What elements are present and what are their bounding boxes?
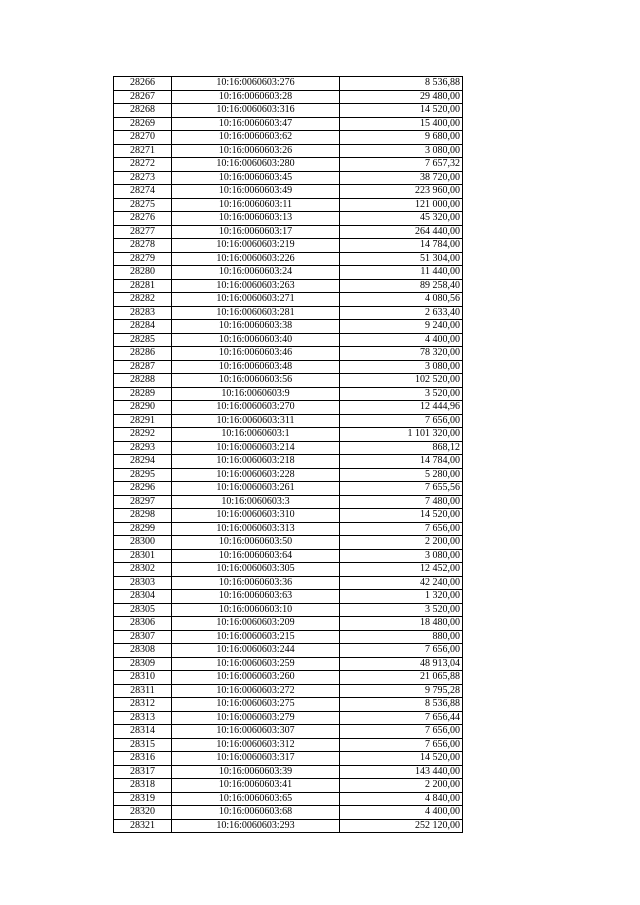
row-number-cell: 28315 [114, 738, 172, 752]
row-number-cell: 28282 [114, 293, 172, 307]
cadastral-value-cell: 38 720,00 [340, 171, 463, 185]
cadastral-value-cell: 18 480,00 [340, 617, 463, 631]
row-number-cell: 28288 [114, 374, 172, 388]
row-number-cell: 28286 [114, 347, 172, 361]
table-row [114, 698, 463, 712]
table-row [114, 495, 463, 509]
cadastral-value-cell: 14 784,00 [340, 239, 463, 253]
cadastral-value-cell: 252 120,00 [340, 819, 463, 833]
table-row [114, 482, 463, 496]
cadastral-value-cell: 14 520,00 [340, 104, 463, 118]
row-number-cell: 28275 [114, 198, 172, 212]
cadastral-number-cell: 10:16:0060603:272 [172, 684, 340, 698]
cadastral-value-cell: 7 657,32 [340, 158, 463, 172]
cadastral-value-cell: 2 633,40 [340, 306, 463, 320]
cadastral-number-cell: 10:16:0060603:47 [172, 117, 340, 131]
cadastral-value-cell: 2 200,00 [340, 536, 463, 550]
row-number-cell: 28300 [114, 536, 172, 550]
cadastral-value-cell: 2 200,00 [340, 779, 463, 793]
row-number-cell: 28310 [114, 671, 172, 685]
cadastral-value-cell: 14 784,00 [340, 455, 463, 469]
cadastral-value-cell: 223 960,00 [340, 185, 463, 199]
row-number-cell: 28318 [114, 779, 172, 793]
cadastral-value-cell: 9 795,28 [340, 684, 463, 698]
row-number-cell: 28287 [114, 360, 172, 374]
table-row [114, 765, 463, 779]
row-number-cell: 28297 [114, 495, 172, 509]
cadastral-number-cell: 10:16:0060603:28 [172, 90, 340, 104]
table-row [114, 590, 463, 604]
cadastral-number-cell: 10:16:0060603:10 [172, 603, 340, 617]
cadastral-number-cell: 10:16:0060603:275 [172, 698, 340, 712]
table-row [114, 792, 463, 806]
row-number-cell: 28294 [114, 455, 172, 469]
table-row [114, 212, 463, 226]
cadastral-value-cell: 51 304,00 [340, 252, 463, 266]
table-row [114, 333, 463, 347]
cadastral-number-cell: 10:16:0060603:214 [172, 441, 340, 455]
cadastral-value-cell: 12 452,00 [340, 563, 463, 577]
cadastral-number-cell: 10:16:0060603:307 [172, 725, 340, 739]
cadastral-value-cell: 868,12 [340, 441, 463, 455]
cadastral-value-cell: 8 536,88 [340, 698, 463, 712]
row-number-cell: 28316 [114, 752, 172, 766]
cadastral-value-cell: 3 520,00 [340, 603, 463, 617]
row-number-cell: 28293 [114, 441, 172, 455]
cadastral-number-cell: 10:16:0060603:226 [172, 252, 340, 266]
cadastral-value-cell: 5 280,00 [340, 468, 463, 482]
row-number-cell: 28301 [114, 549, 172, 563]
cadastral-value-cell: 1 101 320,00 [340, 428, 463, 442]
cadastral-value-cell: 89 258,40 [340, 279, 463, 293]
row-number-cell: 28303 [114, 576, 172, 590]
cadastral-value-cell: 7 656,00 [340, 414, 463, 428]
cadastral-number-cell: 10:16:0060603:26 [172, 144, 340, 158]
cadastral-value-cell: 14 520,00 [340, 752, 463, 766]
cadastral-number-cell: 10:16:0060603:263 [172, 279, 340, 293]
cadastral-value-cell: 143 440,00 [340, 765, 463, 779]
cadastral-value-table [113, 76, 463, 833]
table-row [114, 158, 463, 172]
cadastral-number-cell: 10:16:0060603:260 [172, 671, 340, 685]
row-number-cell: 28291 [114, 414, 172, 428]
row-number-cell: 28276 [114, 212, 172, 226]
cadastral-value-cell: 3 080,00 [340, 360, 463, 374]
table-row [114, 239, 463, 253]
cadastral-number-cell: 10:16:0060603:40 [172, 333, 340, 347]
cadastral-number-cell: 10:16:0060603:11 [172, 198, 340, 212]
cadastral-value-cell: 1 320,00 [340, 590, 463, 604]
cadastral-value-cell: 3 080,00 [340, 549, 463, 563]
cadastral-number-cell: 10:16:0060603:280 [172, 158, 340, 172]
table-row [114, 657, 463, 671]
row-number-cell: 28299 [114, 522, 172, 536]
cadastral-number-cell: 10:16:0060603:293 [172, 819, 340, 833]
cadastral-number-cell: 10:16:0060603:313 [172, 522, 340, 536]
cadastral-number-cell: 10:16:0060603:63 [172, 590, 340, 604]
table-row [114, 617, 463, 631]
row-number-cell: 28298 [114, 509, 172, 523]
table-row [114, 576, 463, 590]
cadastral-value-cell: 21 065,88 [340, 671, 463, 685]
cadastral-number-cell: 10:16:0060603:39 [172, 765, 340, 779]
row-number-cell: 28292 [114, 428, 172, 442]
row-number-cell: 28272 [114, 158, 172, 172]
table-row [114, 779, 463, 793]
cadastral-number-cell: 10:16:0060603:219 [172, 239, 340, 253]
cadastral-number-cell: 10:16:0060603:62 [172, 131, 340, 145]
table-row [114, 77, 463, 91]
table-row [114, 117, 463, 131]
table-row [114, 738, 463, 752]
cadastral-number-cell: 10:16:0060603:316 [172, 104, 340, 118]
row-number-cell: 28284 [114, 320, 172, 334]
cadastral-value-cell: 102 520,00 [340, 374, 463, 388]
cadastral-number-cell: 10:16:0060603:279 [172, 711, 340, 725]
row-number-cell: 28279 [114, 252, 172, 266]
cadastral-number-cell: 10:16:0060603:228 [172, 468, 340, 482]
table-row [114, 455, 463, 469]
table-row [114, 536, 463, 550]
table-row [114, 347, 463, 361]
table-row [114, 104, 463, 118]
row-number-cell: 28305 [114, 603, 172, 617]
table-row [114, 468, 463, 482]
row-number-cell: 28320 [114, 806, 172, 820]
cadastral-number-cell: 10:16:0060603:64 [172, 549, 340, 563]
table-row [114, 549, 463, 563]
table-row [114, 522, 463, 536]
row-number-cell: 28289 [114, 387, 172, 401]
cadastral-number-cell: 10:16:0060603:311 [172, 414, 340, 428]
cadastral-value-cell: 11 440,00 [340, 266, 463, 280]
cadastral-number-cell: 10:16:0060603:48 [172, 360, 340, 374]
cadastral-number-cell: 10:16:0060603:24 [172, 266, 340, 280]
table-row [114, 819, 463, 833]
table-row [114, 711, 463, 725]
table-row [114, 725, 463, 739]
cadastral-number-cell: 10:16:0060603:281 [172, 306, 340, 320]
cadastral-number-cell: 10:16:0060603:13 [172, 212, 340, 226]
cadastral-value-cell: 48 913,04 [340, 657, 463, 671]
cadastral-number-cell: 10:16:0060603:270 [172, 401, 340, 415]
row-number-cell: 28273 [114, 171, 172, 185]
cadastral-value-cell: 7 656,00 [340, 522, 463, 536]
cadastral-value-cell: 7 656,44 [340, 711, 463, 725]
row-number-cell: 28280 [114, 266, 172, 280]
cadastral-value-cell: 8 536,88 [340, 77, 463, 91]
row-number-cell: 28308 [114, 644, 172, 658]
table-row [114, 603, 463, 617]
cadastral-number-cell: 10:16:0060603:209 [172, 617, 340, 631]
cadastral-number-cell: 10:16:0060603:49 [172, 185, 340, 199]
row-number-cell: 28309 [114, 657, 172, 671]
row-number-cell: 28269 [114, 117, 172, 131]
row-number-cell: 28283 [114, 306, 172, 320]
cadastral-number-cell: 10:16:0060603:36 [172, 576, 340, 590]
table-row [114, 428, 463, 442]
row-number-cell: 28311 [114, 684, 172, 698]
cadastral-value-cell: 45 320,00 [340, 212, 463, 226]
cadastral-number-cell: 10:16:0060603:244 [172, 644, 340, 658]
cadastral-value-cell: 7 656,00 [340, 738, 463, 752]
table-row [114, 806, 463, 820]
table-row [114, 90, 463, 104]
cadastral-number-cell: 10:16:0060603:65 [172, 792, 340, 806]
row-number-cell: 28296 [114, 482, 172, 496]
table-row [114, 387, 463, 401]
cadastral-value-cell: 12 444,96 [340, 401, 463, 415]
cadastral-value-cell: 9 240,00 [340, 320, 463, 334]
table-row [114, 198, 463, 212]
table-row [114, 279, 463, 293]
cadastral-number-cell: 10:16:0060603:9 [172, 387, 340, 401]
table-row [114, 414, 463, 428]
row-number-cell: 28268 [114, 104, 172, 118]
row-number-cell: 28271 [114, 144, 172, 158]
cadastral-value-cell: 121 000,00 [340, 198, 463, 212]
cadastral-number-cell: 10:16:0060603:305 [172, 563, 340, 577]
row-number-cell: 28266 [114, 77, 172, 91]
table-row [114, 252, 463, 266]
table-row [114, 225, 463, 239]
cadastral-value-cell: 78 320,00 [340, 347, 463, 361]
cadastral-number-cell: 10:16:0060603:218 [172, 455, 340, 469]
table-row [114, 185, 463, 199]
cadastral-value-cell: 3 080,00 [340, 144, 463, 158]
row-number-cell: 28314 [114, 725, 172, 739]
table-row [114, 644, 463, 658]
cadastral-number-cell: 10:16:0060603:312 [172, 738, 340, 752]
table-row [114, 306, 463, 320]
cadastral-number-cell: 10:16:0060603:17 [172, 225, 340, 239]
cadastral-value-cell: 7 656,00 [340, 725, 463, 739]
row-number-cell: 28312 [114, 698, 172, 712]
row-number-cell: 28285 [114, 333, 172, 347]
row-number-cell: 28321 [114, 819, 172, 833]
cadastral-number-cell: 10:16:0060603:276 [172, 77, 340, 91]
table-row [114, 266, 463, 280]
cadastral-number-cell: 10:16:0060603:271 [172, 293, 340, 307]
cadastral-value-cell: 4 400,00 [340, 806, 463, 820]
row-number-cell: 28319 [114, 792, 172, 806]
row-number-cell: 28267 [114, 90, 172, 104]
cadastral-number-cell: 10:16:0060603:41 [172, 779, 340, 793]
row-number-cell: 28281 [114, 279, 172, 293]
row-number-cell: 28278 [114, 239, 172, 253]
table-row [114, 144, 463, 158]
row-number-cell: 28295 [114, 468, 172, 482]
row-number-cell: 28306 [114, 617, 172, 631]
row-number-cell: 28290 [114, 401, 172, 415]
cadastral-number-cell: 10:16:0060603:317 [172, 752, 340, 766]
table-row [114, 563, 463, 577]
cadastral-value-cell: 9 680,00 [340, 131, 463, 145]
table-row [114, 752, 463, 766]
cadastral-value-cell: 7 656,00 [340, 644, 463, 658]
table-row [114, 684, 463, 698]
cadastral-value-cell: 42 240,00 [340, 576, 463, 590]
cadastral-value-cell: 880,00 [340, 630, 463, 644]
table-row [114, 401, 463, 415]
cadastral-value-cell: 4 080,56 [340, 293, 463, 307]
cadastral-number-cell: 10:16:0060603:1 [172, 428, 340, 442]
cadastral-number-cell: 10:16:0060603:259 [172, 657, 340, 671]
row-number-cell: 28313 [114, 711, 172, 725]
table-row [114, 671, 463, 685]
cadastral-value-cell: 3 520,00 [340, 387, 463, 401]
table-body [114, 77, 463, 833]
table-row [114, 293, 463, 307]
cadastral-value-cell: 7 480,00 [340, 495, 463, 509]
cadastral-value-cell: 15 400,00 [340, 117, 463, 131]
cadastral-number-cell: 10:16:0060603:3 [172, 495, 340, 509]
row-number-cell: 28302 [114, 563, 172, 577]
table-row [114, 630, 463, 644]
cadastral-value-cell: 264 440,00 [340, 225, 463, 239]
cadastral-number-cell: 10:16:0060603:56 [172, 374, 340, 388]
row-number-cell: 28277 [114, 225, 172, 239]
row-number-cell: 28274 [114, 185, 172, 199]
cadastral-number-cell: 10:16:0060603:261 [172, 482, 340, 496]
cadastral-number-cell: 10:16:0060603:50 [172, 536, 340, 550]
table-row [114, 131, 463, 145]
cadastral-value-cell: 4 400,00 [340, 333, 463, 347]
table-row [114, 320, 463, 334]
table-row [114, 171, 463, 185]
cadastral-number-cell: 10:16:0060603:68 [172, 806, 340, 820]
table-row [114, 374, 463, 388]
table-row [114, 441, 463, 455]
cadastral-number-cell: 10:16:0060603:38 [172, 320, 340, 334]
table-row [114, 360, 463, 374]
row-number-cell: 28270 [114, 131, 172, 145]
row-number-cell: 28307 [114, 630, 172, 644]
cadastral-value-cell: 7 655,56 [340, 482, 463, 496]
cadastral-value-cell: 4 840,00 [340, 792, 463, 806]
cadastral-number-cell: 10:16:0060603:45 [172, 171, 340, 185]
cadastral-number-cell: 10:16:0060603:46 [172, 347, 340, 361]
cadastral-value-cell: 29 480,00 [340, 90, 463, 104]
row-number-cell: 28317 [114, 765, 172, 779]
cadastral-number-cell: 10:16:0060603:310 [172, 509, 340, 523]
row-number-cell: 28304 [114, 590, 172, 604]
cadastral-number-cell: 10:16:0060603:215 [172, 630, 340, 644]
cadastral-value-cell: 14 520,00 [340, 509, 463, 523]
table-row [114, 509, 463, 523]
